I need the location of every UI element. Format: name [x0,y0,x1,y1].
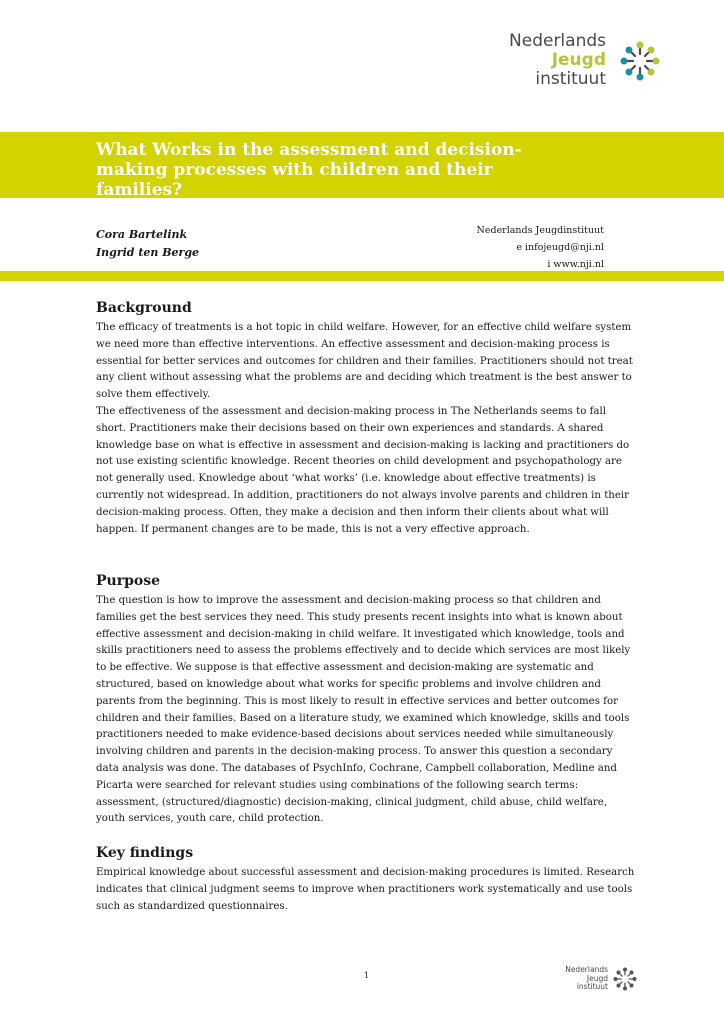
contact-email[interactable]: e infojeugd@nji.nl [516,242,604,253]
page-number: 1 [364,971,370,980]
section-paragraph: The question is how to improve the assessment and decision-making process so that children and families get the best services they need. This study presents recent insights into what is known about effective assessment and decision-making in child welfare. It investigated which knowledge, tools and skills practitioners need to assess the problems effectively and to decide which services are most likely to be effective. We suppose is that effective assessment and decision-making are systematic and structured, based on knowledge about what works for specific problems and involve children and parents from the beginning. This is most likely to result in effective services and better outcomes for children and their families. Based on a literature study, we examined which knowledge, skills and tools practitioners needed to make evidence-based decisions about services needed while simultaneously involving children and parents in the decision-making process. To answer this question a secondary data analysis was done. The databases of PsychInfo, Cochrane, Campbell collaboration, Medline and Picarta were searched for relevant studies using combinations of the following search terms: assessment, (structured/diagnostic) decision-making, clinical judgment, child abuse, child welfare, youth services, youth care, child protection. [96,595,631,825]
section-key-findings [96,845,636,915]
logo-wordmark [509,32,606,89]
contact-web[interactable]: i www.nji.nl [547,259,604,270]
section-heading: Purpose [96,573,160,589]
footer-logo [565,966,638,992]
logo-line-2: Jeugd [551,50,606,70]
divider-band [0,271,724,281]
footer-logo-line-3: instituut [576,982,608,992]
section-heading: Background [96,300,192,316]
contact-org: Nederlands Jeugdinstituut [476,225,604,236]
section-paragraph: Empirical knowledge about successful assessment and decision-making procedures is limited. Research indicates that clinical judgment seems to improve when practitioners work systematically and use tools such as standardized questionnaires. [96,867,635,912]
section-background [96,300,636,538]
logo-line-3: instituut [535,69,606,89]
footer-logo-figures-icon [612,966,638,992]
section-paragraph: The efficacy of treatments is a hot topic in child welfare. However, for an effective child welfare system we need more than effective interventions. An effective assessment and decision-making process is essential for better services and outcomes for children and their families. Practitioners should not treat any client without assessing what the problems are and deciding which treatment is the best answer to solve them effectively. [96,322,633,401]
logo-figures-icon [618,39,662,83]
logo-line-1: Nederlands [509,31,606,51]
footer-logo-wordmark [565,966,608,992]
section-purpose [96,573,636,828]
author-list [96,226,199,262]
author-1: Cora Bartelink [96,228,188,241]
nji-logo [509,32,662,89]
section-paragraph: The effectiveness of the assessment and decision-making process in The Netherlands seems to fall short. Practitioners make their decisions based on their own experiences and standards. A shared knowledge base on what is effective in assessment and decision-making is lacking and practitioners do not use existing scientific knowledge. Recent theories on child development and psychopathology are not generally used. Knowledge about ‘what works’ (i.e. knowledge about effective treatments) is currently not widespread. In addition, practitioners do not always involve parents and children in their decision-making process. Often, they make a decision and then inform their clients about what will happen. If permanent changes are to be made, this is not a very effective approach. [96,405,630,535]
contact-block [477,222,604,273]
section-heading: Key findings [96,845,194,861]
author-2: Ingrid ten Berge [96,246,200,259]
footer-logo-line-1: Nederlands [565,965,608,975]
footer-logo-line-2: Jeugd [586,973,608,983]
page-title: What Works in the assessment and decision-making processes with children and their families? [96,140,522,200]
